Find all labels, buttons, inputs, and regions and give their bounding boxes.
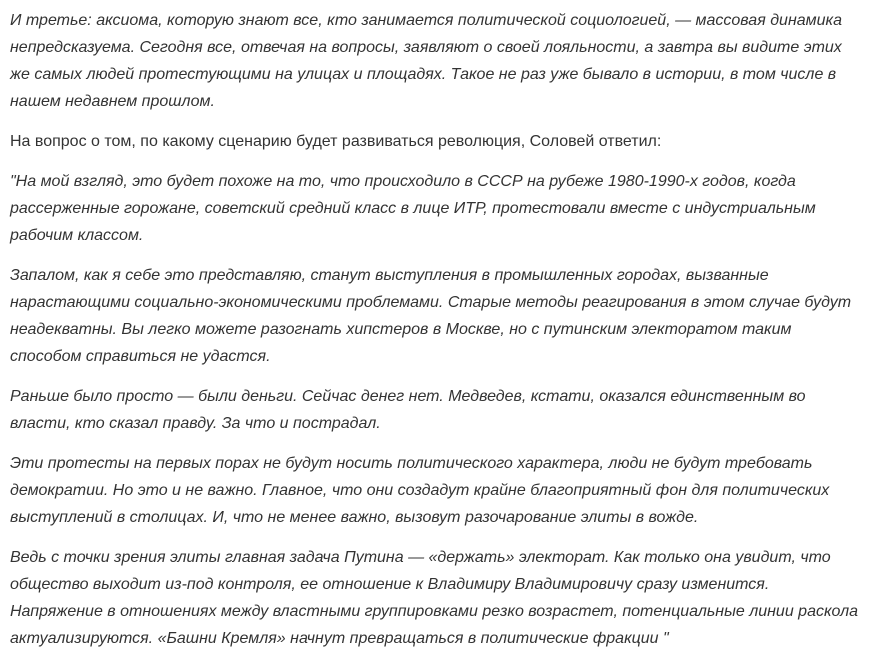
paragraph-question-lead: На вопрос о том, по какому сценарию будет развиваться революция, Соловей ответил: bbox=[10, 133, 662, 150]
paragraph-axiom: И третье: аксиома, которую знают все, кто занимается политической социологией, — массовая динамика непредсказуема. Сегодня все, отвечая на вопросы, заявляют о своей лояльности, а завтра вы видите этих же самых людей протестующими на улицах и площадях. Такое не раз уже бывало в истории, в том числе в нашем недавнем прошлом. bbox=[10, 12, 842, 110]
paragraph-quote-protests-start: Запалом, как я себе это представляю, станут выступления в промышленных городах, вызванные нарастающими социально-экономическими проблемами. Старые методы реагирования в этом случае будут неадекватны. Вы легко можете разогнать хипстеров в Москве, но с путинским электоратом таким способом справиться не удастся. bbox=[10, 267, 852, 365]
paragraph-quote-nonpolitical: Эти протесты на первых порах не будут носить политического характера, люди не будут требовать демократии. Но это и не важно. Главное, что они создадут крайне благоприятный фон для политических выступлений в столицах. И, что не менее важно, вызовут разочарование элиты в вожде. bbox=[10, 455, 830, 526]
paragraph-quote-money: Раньше было просто — были деньги. Сейчас денег нет. Медведев, кстати, оказался единственным во власти, кто сказал правду. За что и пострадал. bbox=[10, 388, 806, 432]
paragraph-quote-elite: Ведь с точки зрения элиты главная задача Путина — «держать» электорат. Как только она увидит, что общество выходит из-под контроля, ее отношение к Владимиру Владимировичу сразу изменится. Напряжение в отношениях между властными группировками резко возрастет, потенциальные линии раскола актуализируются. «Башни Кремля» начнут превращаться в политические фракции " bbox=[10, 549, 858, 647]
paragraph-quote-ussr: "На мой взгляд, это будет похоже на то, что происходило в СССР на рубеже 1980-1990-х годов, когда рассерженные горожане, советский средний класс в лице ИТР, протестовали вместе с индустриальным рабочим классом. bbox=[10, 173, 816, 244]
